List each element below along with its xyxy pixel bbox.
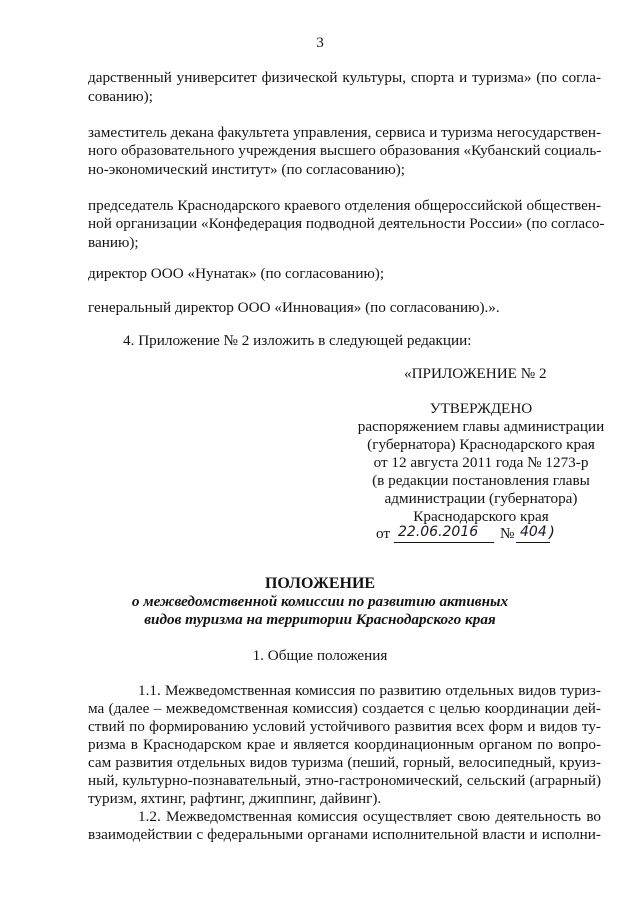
approved-label: УТВЕРЖДЕНО	[429, 400, 533, 417]
document-subtitle: видов туризма на территории Краснодарского края	[144, 611, 496, 628]
list-item: сованию);	[88, 88, 153, 105]
paragraph-line: ствий по формированию условий устойчивого развития всех форм и видов ту-	[88, 718, 601, 735]
list-item: заместитель декана факультета управления, сервиса и туризма негосударствен-	[88, 124, 602, 141]
paragraph-line: 1.2. Межведомственная комиссия осуществляет свою деятельность во	[138, 808, 601, 825]
approval-date-line	[376, 525, 606, 547]
handwritten-number: 404	[520, 524, 547, 540]
approval-line: (губернатора) Краснодарского края	[367, 436, 595, 453]
date-underline	[394, 542, 494, 543]
appendix-label: «ПРИЛОЖЕНИЕ № 2	[404, 365, 547, 382]
list-item: генеральный директор ООО «Инновация» (по согласованию).».	[88, 299, 500, 316]
number-underline	[516, 542, 550, 543]
approval-line: от 12 августа 2011 года № 1273-р	[373, 454, 589, 471]
list-item: директор ООО «Нунатак» (по согласованию);	[88, 265, 385, 282]
list-item: ной организации «Конфедерация подводной деятельности России» (по согласо-	[88, 215, 605, 232]
number-label: №	[500, 525, 515, 542]
approval-line: администрации (губернатора)	[384, 490, 578, 507]
paragraph-line: сам развития отдельных видов туризма (пеший, горный, велосипедный, круиз-	[88, 754, 601, 771]
list-item: председатель Краснодарского краевого отделения общероссийской обществен-	[88, 197, 601, 214]
paragraph-line: ма (далее – межведомственная комиссия) создается с целью координации дей-	[88, 700, 601, 717]
closing-mark: )	[549, 523, 555, 541]
paragraph-line: ный, культурно-познавательный, этно-гастрономический, сельский (аграрный)	[88, 772, 601, 789]
handwritten-date: 22.06.2016	[398, 524, 479, 540]
amendment-item: 4. Приложение № 2 изложить в следующей редакции:	[123, 332, 472, 349]
list-item: ного образовательного учреждения высшего образования «Кубанский социаль-	[88, 142, 602, 159]
paragraph-line: 1.1. Межведомственная комиссия по развитию отдельных видов туриз-	[138, 682, 601, 699]
section-heading: 1. Общие положения	[252, 647, 388, 664]
approval-line: Краснодарского края	[413, 508, 549, 525]
paragraph-line: ризма в Краснодарском крае и является координационным органом по вопро-	[88, 736, 601, 753]
list-item: но-экономический институт» (по согласованию);	[88, 161, 406, 178]
approval-line: (в редакции постановления главы	[372, 472, 590, 489]
paragraph-line: взаимодействии с федеральными органами исполнительной власти и исполни-	[88, 826, 601, 843]
document-subtitle: о межведомственной комиссии по развитию активных	[131, 593, 509, 610]
from-label: от	[376, 525, 391, 542]
list-item: ванию);	[88, 234, 139, 251]
approval-line: распоряжением главы администрации	[357, 418, 605, 435]
paragraph-line: туризм, яхтинг, рафтинг, джиппинг, дайвинг).	[88, 790, 382, 807]
page-number: 3	[316, 34, 324, 51]
document-title: ПОЛОЖЕНИЕ	[264, 575, 376, 592]
list-item: дарственный университет физической культуры, спорта и туризма» (по согла-	[88, 69, 601, 86]
